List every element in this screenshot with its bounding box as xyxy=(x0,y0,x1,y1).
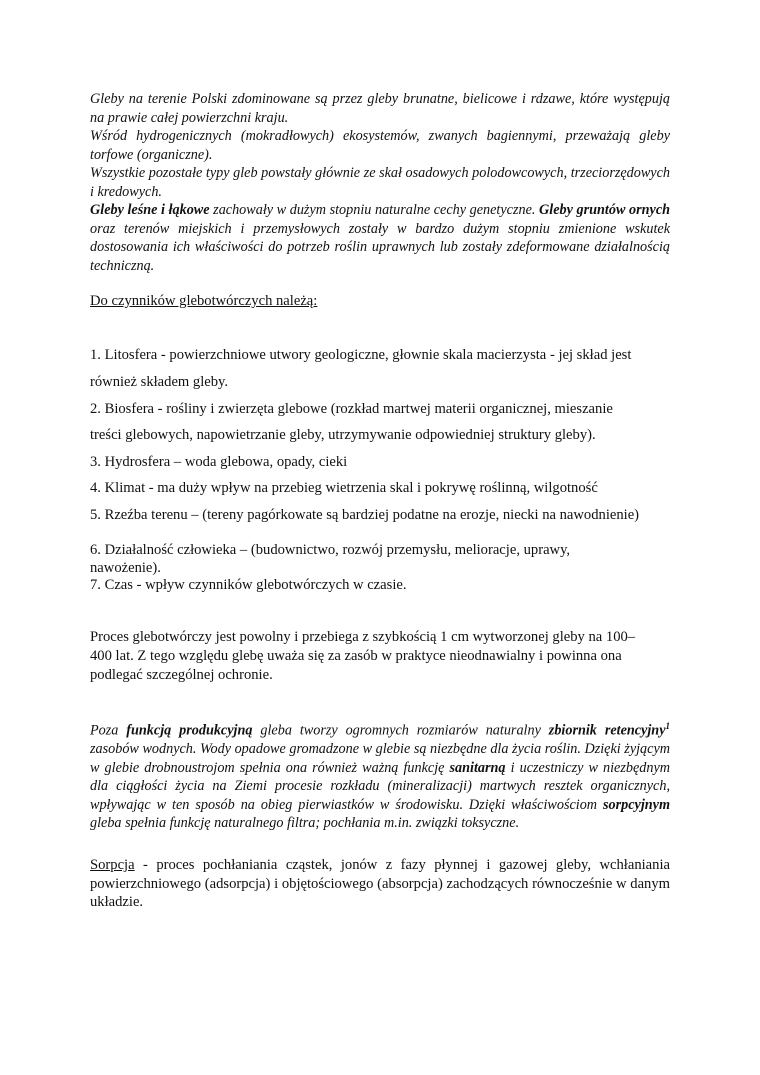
bold-sanitary: sanitarną xyxy=(449,759,506,776)
functions-text-4: i uczestniczy w niezbędnym dla ciągłości życia na Ziemi procesie rozkładu (mineralizacji) martwych resztek organicznych, wpływając w ten sposób na obieg pierwiastków w środowisku. Dzięki właściwościom xyxy=(90,759,670,813)
intro-paragraph-1: Gleby na terenie Polski zdominowane są przez gleby brunatne, bielicowe i rdzawe, które występują na prawie całej powierzchni kraju. xyxy=(90,91,670,126)
sorption-text: - proces pochłaniania cząstek, jonów z fazy płynnej i gazowej gleby, wchłaniania powierzchniowego (adsorpcja) i objętościowego (absorpcja) zachodzących równocześnie w danym układzie. xyxy=(90,857,670,910)
factor-item-4: 4. Klimat - ma duży wpływ na przebieg wietrzenia skal i pokrywę roślinną, wilgotność xyxy=(90,480,598,496)
bold-arable-soils: Gleby gruntów ornych xyxy=(539,202,671,218)
process-line-1: Proces glebotwórczy jest powolny i przebiega z szybkością 1 cm wytworzonej gleby na 100– xyxy=(90,629,636,645)
bold-retention-reservoir: zbiornik retencyjny xyxy=(548,722,666,739)
soil-functions-paragraph xyxy=(90,717,670,833)
intro-section xyxy=(90,90,670,275)
factor-item-6-line-1: 6. Działalność człowieka – (budownictwo, rozwój przemysłu, melioracje, uprawy, xyxy=(90,542,571,558)
factor-item-1-line-1: 1. Litosfera - powierzchniowe utwory geologiczne, głownie skala macierzysta - jej skład jest xyxy=(90,347,632,363)
bold-sorptive: sorpcyjnym xyxy=(603,796,670,813)
process-line-3: podlegać szczególnej ochronie. xyxy=(90,667,273,683)
factor-item-1-line-2: również składem gleby. xyxy=(90,374,229,390)
functions-text-1: Poza xyxy=(90,722,127,739)
intro-p4-text-1: zachowały w dużym stopniu naturalne cechy genetyczne. xyxy=(209,202,540,218)
soil-functions-text xyxy=(90,717,670,833)
process-line-2: 400 lat. Z tego względu glebę uważa się za zasób w praktyce nieodnawialny i powinna ona xyxy=(90,648,622,664)
sorption-definition xyxy=(90,856,670,912)
bold-productive-function: funkcją produkcyjną xyxy=(126,722,253,739)
intro-paragraph-2: Wśród hydrogenicznych (mokradłowych) ekosystemów, zwanych bagiennymi, przeważają gleby torfowe (organiczne). xyxy=(90,128,670,163)
intro-paragraph-4 xyxy=(90,201,670,275)
footnote-marker: 1 xyxy=(665,721,670,731)
factor-item-7: 7. Czas - wpływ czynników glebotwórczych w czasie. xyxy=(90,577,407,593)
bold-forest-meadow-soils: Gleby leśne i łąkowe xyxy=(90,202,210,218)
factor-item-2-line-1: 2. Biosfera - rośliny i zwierzęta glebowe (rozkład martwej materii organicznej, mieszanie xyxy=(90,401,613,417)
functions-text-2: gleba tworzy ogromnych rozmiarów naturalny xyxy=(252,722,549,739)
functions-text-3: zasobów wodnych. Wody opadowe gromadzone w glebie są niezbędne dla życia roślin. Dzięki żyjącym w glebie drobnoustrojom spełnia ona również ważną funkcję xyxy=(90,741,670,776)
factor-item-5: 5. Rzeźba terenu – (tereny pagórkowate są bardziej podatne na erozje, niecki na nawodnienie) xyxy=(90,507,640,523)
sorption-term: Sorpcja xyxy=(90,857,135,873)
factor-item-3: 3. Hydrosfera – woda glebowa, opady, cieki xyxy=(90,454,348,470)
factor-item-6-line-2: nawożenie). xyxy=(90,560,161,576)
factors-heading: Do czynników glebotwórczych należą: xyxy=(90,293,318,309)
intro-p4-text-2: oraz terenów miejskich i przemysłowych zostały w bardzo dużym stopniu zmienione wskutek dostosowania ich właściwości do potrzeb roślin uprawnych lub zostały zdeformowane działalnością techniczną. xyxy=(90,220,670,274)
factor-item-2-line-2: treści glebowych, napowietrzanie gleby, utrzymywanie odpowiedniej struktury gleby). xyxy=(90,427,596,443)
functions-text-5: gleba spełnia funkcję naturalnego filtra; pochłania m.in. związki toksyczne. xyxy=(90,815,520,832)
intro-paragraph-3: Wszystkie pozostałe typy gleb powstały głównie ze skał osadowych polodowcowych, trzeciorzędowych i kredowych. xyxy=(90,165,670,200)
